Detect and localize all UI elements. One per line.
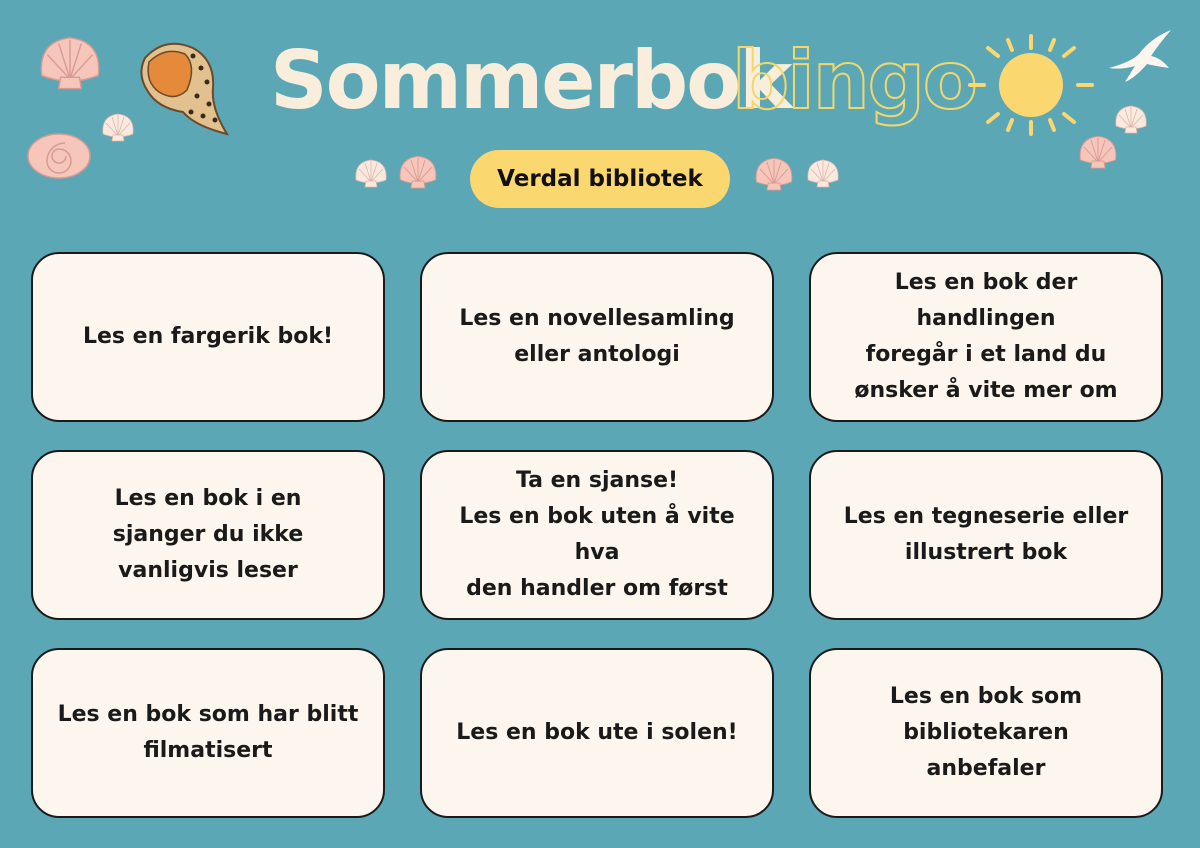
bingo-card: Les en bok ute i solen! bbox=[420, 648, 774, 818]
scallop-shell-icon bbox=[754, 156, 794, 196]
swallow-bird-icon bbox=[1105, 28, 1177, 84]
bingo-card: Les en bok der handlingen foregår i et land du ønsker å vite mer om bbox=[809, 252, 1163, 422]
bingo-card: Les en novellesamling eller antologi bbox=[420, 252, 774, 422]
title-accent: bingo bbox=[732, 34, 976, 127]
scallop-shell-icon bbox=[806, 158, 840, 192]
sun-icon bbox=[966, 30, 1096, 140]
library-badge: Verdal bibliotek bbox=[470, 150, 730, 208]
bingo-card: Les en tegneserie eller illustrert bok bbox=[809, 450, 1163, 620]
scallop-shell-icon bbox=[101, 112, 135, 146]
scallop-shell-icon bbox=[38, 34, 102, 98]
bingo-card: Les en bok i en sjanger du ikke vanligvis leser bbox=[31, 450, 385, 620]
title-main: Sommerbok bbox=[270, 34, 791, 127]
bingo-card: Ta en sjanse! Les en bok uten å vite hva den handler om først bbox=[420, 450, 774, 620]
bingo-card: Les en bok som har blitt filmatisert bbox=[31, 648, 385, 818]
scallop-shell-icon bbox=[354, 158, 388, 192]
scallop-shell-icon bbox=[1114, 104, 1148, 138]
page-title bbox=[270, 26, 976, 136]
nautilus-shell-icon bbox=[26, 130, 92, 180]
bingo-card: Les en fargerik bok! bbox=[31, 252, 385, 422]
scallop-shell-icon bbox=[398, 154, 438, 194]
scallop-shell-icon bbox=[1078, 134, 1118, 174]
bingo-card: Les en bok som bibliotekaren anbefaler bbox=[809, 648, 1163, 818]
conch-shell-icon bbox=[135, 38, 230, 136]
